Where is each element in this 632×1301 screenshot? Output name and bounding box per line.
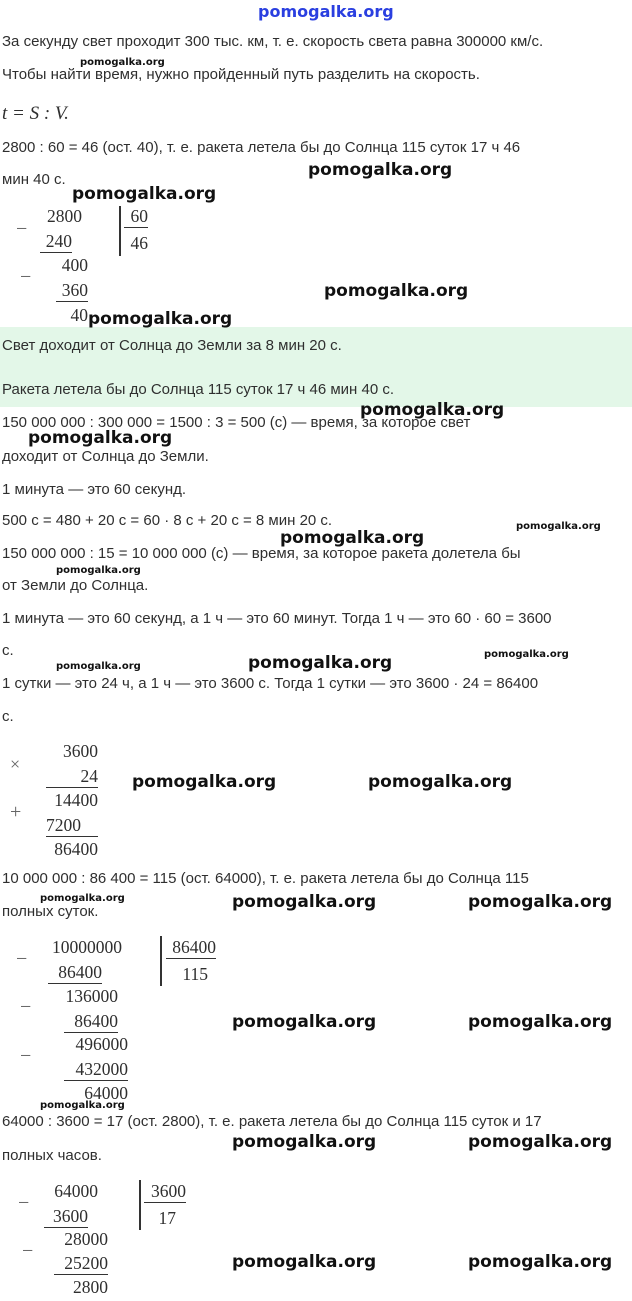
subtrahend: 3600: [44, 1206, 88, 1228]
watermark-small: pomogalka.org: [484, 649, 569, 660]
partial: 136000: [65, 986, 118, 1006]
watermark: pomogalka.org: [468, 1012, 613, 1032]
text-line-rocket-time-a: 150 000 000 : 15 = 10 000 000 (с) — время, за которое ракета долетела бы: [2, 545, 521, 562]
text-line-division-3b: полных часов.: [2, 1147, 102, 1164]
text-line-speed: За секунду свет проходит 300 тыс. км, т. е. скорость света равна 300000 км/с.: [2, 33, 544, 50]
watermark: pomogalka.org: [28, 428, 173, 448]
text-line-day-a: 1 сутки — это 24 ч, а 1 ч — это 3600 с. Тогда 1 сутки — это 3600 · 24 = 86400: [2, 675, 539, 692]
partial: 28000: [64, 1229, 108, 1249]
text-line-hour-a: 1 минута — это 60 секунд, а 1 ч — это 60 минут. Тогда 1 ч — это 60 · 60 = 3600: [2, 610, 552, 627]
watermark-small: pomogalka.org: [516, 521, 601, 532]
division-bar: [139, 1180, 141, 1230]
divisor: 60: [124, 206, 148, 228]
watermark: pomogalka.org: [232, 1132, 377, 1152]
text-line-light-time-b: доходит от Солнца до Земли.: [2, 448, 209, 465]
watermark-small: pomogalka.org: [56, 661, 141, 672]
minus-sign: −: [20, 1045, 32, 1067]
watermark-small: pomogalka.org: [40, 893, 125, 904]
subtrahend: 360: [56, 280, 88, 302]
divisor: 86400: [166, 937, 216, 959]
watermark: pomogalka.org: [280, 528, 425, 548]
minus-sign: −: [16, 218, 28, 240]
text-line-day-b: с.: [2, 708, 14, 725]
watermark: pomogalka.org: [468, 1252, 613, 1272]
partial: 400: [61, 255, 88, 275]
watermark: pomogalka.org: [368, 772, 513, 792]
division-bar: [119, 206, 121, 256]
text-line-division-1a: 2800 : 60 = 46 (ост. 40), т. е. ракета летела бы до Солнца 115 суток 17 ч 46: [2, 139, 521, 156]
minus-sign: −: [22, 1240, 34, 1262]
minus-sign: −: [20, 996, 32, 1018]
text-line-hour-b: с.: [2, 642, 14, 659]
times-sign: ×: [10, 754, 21, 774]
text-line-rocket-time-b: от Земли до Солнца.: [2, 577, 149, 594]
watermark: pomogalka.org: [360, 400, 505, 420]
watermark: pomogalka.org: [324, 281, 469, 301]
text-line-division-1b: мин 40 с.: [2, 171, 66, 188]
partial-product-1: 14400: [54, 790, 98, 810]
plus-sign: +: [10, 801, 22, 823]
minus-sign: −: [18, 1192, 30, 1214]
watermark: pomogalka.org: [232, 892, 377, 912]
quotient: 115: [182, 964, 208, 984]
subtrahend: 432000: [64, 1059, 128, 1081]
watermark-top: pomogalka.org: [258, 2, 394, 21]
subtrahend: 86400: [64, 1011, 118, 1033]
remainder: 64000: [84, 1083, 128, 1103]
answer-light: Свет доходит от Солнца до Земли за 8 мин 20 с.: [2, 337, 342, 354]
watermark: pomogalka.org: [468, 892, 613, 912]
factor-a: 3600: [63, 741, 98, 761]
formula-time: t = S : V.: [2, 103, 69, 124]
watermark: pomogalka.org: [72, 184, 217, 204]
watermark-small: pomogalka.org: [40, 1100, 125, 1111]
quotient: 17: [158, 1208, 176, 1228]
answer-rocket: Ракета летела бы до Солнца 115 суток 17 ч 46 мин 40 с.: [2, 381, 395, 398]
watermark: pomogalka.org: [232, 1012, 377, 1032]
watermark: pomogalka.org: [468, 1132, 613, 1152]
watermark: pomogalka.org: [132, 772, 277, 792]
remainder: 40: [70, 305, 88, 325]
text-line-method: Чтобы найти время, нужно пройденный путь разделить на скорость.: [2, 66, 480, 83]
text-line-light-time-a: 150 000 000 : 300 000 = 1500 : 3 = 500 (с) — время, за которое свет: [2, 414, 471, 431]
quotient: 46: [130, 233, 148, 253]
product: 86400: [54, 839, 98, 859]
watermark: pomogalka.org: [232, 1252, 377, 1272]
factor-b: 24: [46, 766, 98, 788]
text-line-minute: 1 минута — это 60 секунд.: [2, 481, 187, 498]
dividend: 10000000: [52, 937, 122, 957]
watermark: pomogalka.org: [248, 653, 393, 673]
text-line-division-2a: 10 000 000 : 86 400 = 115 (ост. 64000), т. е. ракета летела бы до Солнца 115: [2, 870, 529, 887]
dividend: 2800: [47, 206, 82, 226]
partial: 496000: [75, 1034, 128, 1054]
text-line-500s: 500 с = 480 + 20 с = 60 · 8 с + 20 с = 8 мин 20 с.: [2, 512, 333, 529]
watermark: pomogalka.org: [88, 309, 233, 329]
minus-sign: −: [16, 948, 28, 970]
subtrahend: 240: [40, 231, 72, 253]
divisor: 3600: [144, 1181, 186, 1203]
minus-sign: −: [20, 266, 32, 288]
text-line-division-3a: 64000 : 3600 = 17 (ост. 2800), т. е. ракета летела бы до Солнца 115 суток и 17: [2, 1113, 542, 1130]
partial-product-2: 7200: [46, 815, 98, 837]
watermark: pomogalka.org: [308, 160, 453, 180]
text-line-division-2b: полных суток.: [2, 903, 99, 920]
division-bar: [160, 936, 162, 986]
remainder: 2800: [73, 1277, 108, 1297]
watermark-small: pomogalka.org: [56, 565, 141, 576]
watermark-small: pomogalka.org: [80, 57, 165, 68]
subtrahend: 86400: [48, 962, 102, 984]
dividend: 64000: [54, 1181, 98, 1201]
subtrahend: 25200: [54, 1253, 108, 1275]
